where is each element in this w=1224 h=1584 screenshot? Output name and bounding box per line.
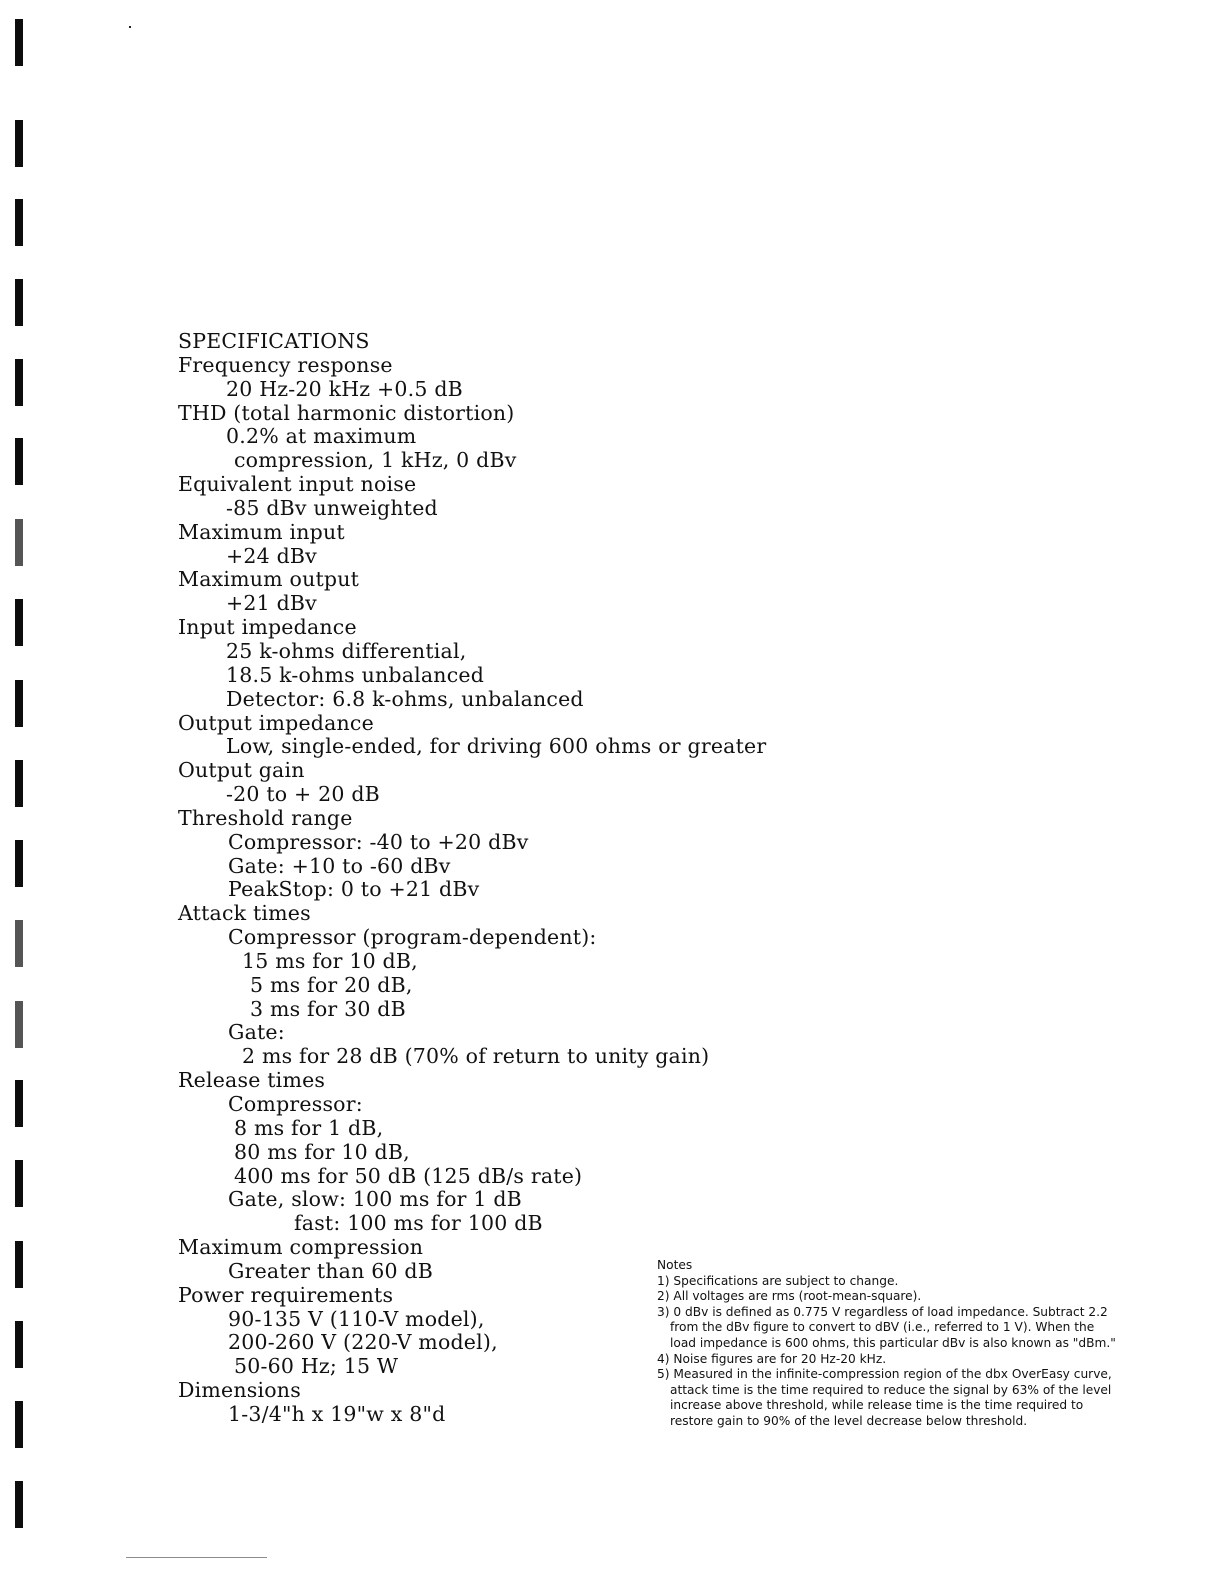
spec-value: 90-135 V (110-V model), (228, 1306, 485, 1331)
spec-value: PeakStop: 0 to +21 dBv (228, 877, 480, 902)
spec-sublabel: Compressor: (228, 1092, 363, 1116)
spec-sublabel: Compressor (program-dependent): (228, 925, 597, 950)
binding-mark (15, 1080, 23, 1127)
spec-value: 25 k-ohms differential, (226, 638, 467, 663)
binding-mark (15, 1481, 23, 1528)
note-item: 3) 0 dBv is defined as 0.775 V regardless of load impedance. Subtract 2.2 (657, 1304, 1108, 1319)
spec-value: 5 ms for 20 dB, (250, 972, 413, 997)
notes-section (657, 1258, 1177, 1430)
spec-value: 15 ms for 10 dB, (242, 948, 418, 973)
spec-value: 18.5 k-ohms unbalanced (226, 662, 485, 687)
note-item-continued: restore gain to 90% of the level decrease below threshold. (670, 1413, 1028, 1428)
spec-value: Low, single-ended, for driving 600 ohms or greater (226, 734, 767, 759)
spec-value: Greater than 60 dB (228, 1258, 433, 1283)
spec-value: 8 ms for 1 dB, (234, 1115, 384, 1140)
spec-value: 50-60 Hz; 15 W (234, 1354, 399, 1379)
spec-label-thd: THD (total harmonic distortion) (178, 400, 515, 425)
binding-mark (15, 1160, 23, 1207)
spec-label-input-noise: Equivalent input noise (178, 472, 417, 497)
binding-mark (15, 19, 23, 66)
scan-speck (129, 26, 131, 28)
spec-value: 20 Hz-20 kHz +0.5 dB (226, 376, 463, 401)
binding-mark (15, 1321, 23, 1368)
spec-value: +24 dBv (226, 543, 317, 568)
spec-label-max-input: Maximum input (178, 519, 345, 544)
spec-value: -85 dBv unweighted (226, 495, 438, 520)
spec-value: 1-3/4"h x 19"w x 8"d (228, 1401, 446, 1426)
spec-label-input-impedance: Input impedance (178, 615, 357, 640)
spec-label-output-impedance: Output impedance (178, 710, 374, 735)
binding-mark (15, 120, 23, 167)
binding-mark (15, 438, 23, 485)
spec-value: -20 to + 20 dB (226, 782, 380, 807)
spec-value: Compressor: -40 to +20 dBv (228, 829, 529, 854)
spec-value: 400 ms for 50 dB (125 dB/s rate) (234, 1163, 583, 1188)
spec-label-max-output: Maximum output (178, 567, 360, 592)
note-item-continued: from the dBv figure to convert to dBV (i.e., referred to 1 V). When the (670, 1320, 1095, 1335)
spec-value: Detector: 6.8 k-ohms, unbalanced (226, 686, 584, 711)
note-item-continued: attack time is the time required to reduce the signal by 63% of the level (670, 1382, 1112, 1397)
spec-value: 2 ms for 28 dB (70% of return to unity gain) (242, 1044, 710, 1069)
spec-value: 80 ms for 10 dB, (234, 1139, 410, 1164)
note-item: 4) Noise figures are for 20 Hz-20 kHz. (657, 1351, 887, 1366)
binding-mark (15, 680, 23, 727)
binding-mark (15, 760, 23, 807)
spec-label-output-gain: Output gain (178, 758, 305, 783)
note-item: 5) Measured in the infinite-compression region of the dbx OverEasy curve, (657, 1367, 1112, 1382)
binding-mark (15, 359, 23, 406)
binding-mark (15, 279, 23, 326)
spec-label-release-times: Release times (178, 1068, 326, 1093)
note-item: 1) Specifications are subject to change. (657, 1273, 899, 1288)
spec-value: 0.2% at maximum (226, 424, 417, 449)
footer-rule (126, 1557, 267, 1558)
spec-value: 200-260 V (220-V model), (228, 1330, 498, 1355)
spec-sublabel: Gate: (228, 1020, 285, 1045)
spec-label-frequency-response: Frequency response (178, 352, 393, 377)
spec-label-power: Power requirements (178, 1282, 394, 1307)
binding-mark (15, 1241, 23, 1288)
binding-mark (15, 920, 23, 967)
spec-value: Gate, slow: 100 ms for 1 dB (228, 1187, 522, 1212)
spec-value: +21 dBv (226, 591, 317, 616)
note-item-continued: increase above threshold, while release time is the time required to (670, 1398, 1084, 1413)
notes-heading: Notes (657, 1258, 693, 1272)
spec-value: 3 ms for 30 dB (250, 996, 406, 1021)
spec-value: fast: 100 ms for 100 dB (294, 1211, 543, 1236)
spec-label-max-compression: Maximum compression (178, 1235, 424, 1260)
note-item-continued: load impedance is 600 ohms, this particular dBv is also known as "dBm." (670, 1335, 1116, 1350)
binding-mark (15, 199, 23, 246)
binding-mark (15, 840, 23, 887)
spec-value: Gate: +10 to -60 dBv (228, 853, 451, 878)
binding-mark (15, 599, 23, 646)
binding-mark (15, 1401, 23, 1448)
spec-label-attack-times: Attack times (178, 901, 311, 926)
page-title: SPECIFICATIONS (178, 329, 370, 353)
binding-mark (15, 519, 23, 566)
note-item: 2) All voltages are rms (root-mean-square). (657, 1289, 922, 1304)
binding-mark (15, 1001, 23, 1048)
spec-label-threshold-range: Threshold range (178, 805, 353, 830)
binding-marks (0, 0, 40, 1584)
spec-value: compression, 1 kHz, 0 dBv (234, 448, 517, 473)
spec-label-dimensions: Dimensions (178, 1378, 301, 1403)
